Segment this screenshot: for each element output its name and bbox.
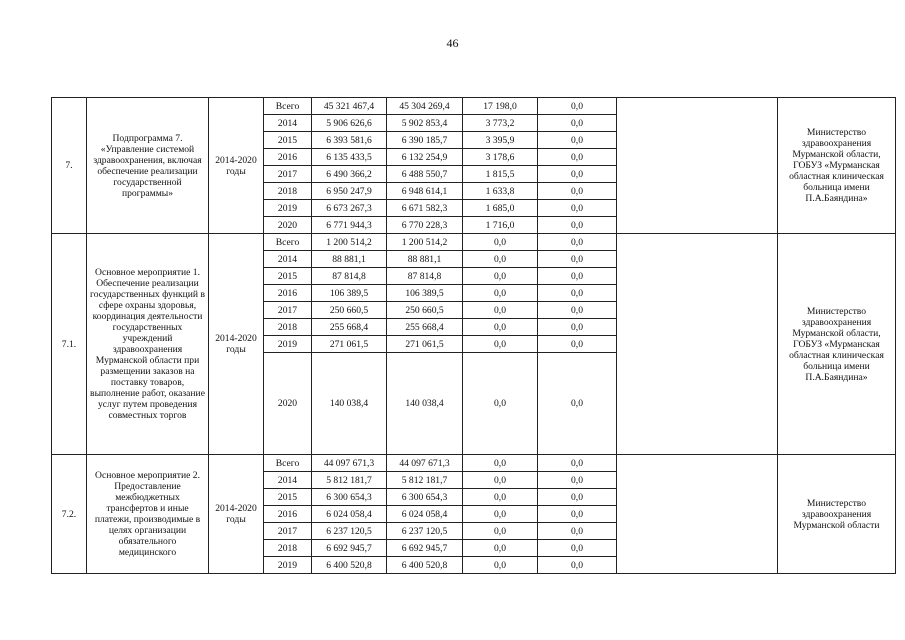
empty-cell bbox=[617, 98, 778, 234]
year-cell: 2015 bbox=[264, 132, 312, 149]
table-row bbox=[52, 234, 896, 251]
year-cell: Всего bbox=[264, 455, 312, 472]
amount-federal: 0,0 bbox=[463, 557, 538, 574]
amount-total: 6 300 654,3 bbox=[312, 489, 387, 506]
program-table bbox=[51, 97, 896, 574]
year-cell: 2020 bbox=[264, 353, 312, 455]
year-cell: 2015 bbox=[264, 489, 312, 506]
amount-regional: 6 488 550,7 bbox=[387, 166, 463, 183]
year-cell: 2018 bbox=[264, 319, 312, 336]
amount-total: 44 097 671,3 bbox=[312, 455, 387, 472]
amount-other: 0,0 bbox=[538, 489, 617, 506]
amount-federal: 1 633,8 bbox=[463, 183, 538, 200]
year-cell: 2016 bbox=[264, 285, 312, 302]
year-cell: 2014 bbox=[264, 472, 312, 489]
year-cell: 2017 bbox=[264, 166, 312, 183]
period: 2014-2020 годы bbox=[209, 98, 264, 234]
table-body bbox=[52, 98, 896, 574]
year-cell: 2017 bbox=[264, 523, 312, 540]
amount-federal: 0,0 bbox=[463, 336, 538, 353]
year-cell: 2015 bbox=[264, 268, 312, 285]
amount-other: 0,0 bbox=[538, 217, 617, 234]
year-cell: 2019 bbox=[264, 200, 312, 217]
page-number: 46 bbox=[446, 36, 459, 50]
amount-total: 6 135 433,5 bbox=[312, 149, 387, 166]
amount-federal: 1 716,0 bbox=[463, 217, 538, 234]
amount-regional: 6 390 185,7 bbox=[387, 132, 463, 149]
amount-federal: 1 815,5 bbox=[463, 166, 538, 183]
amount-other: 0,0 bbox=[538, 455, 617, 472]
row-number: 7.2. bbox=[52, 455, 87, 574]
amount-total: 6 400 520,8 bbox=[312, 557, 387, 574]
amount-total: 6 393 581,6 bbox=[312, 132, 387, 149]
amount-total: 6 673 267,3 bbox=[312, 200, 387, 217]
amount-other: 0,0 bbox=[538, 506, 617, 523]
amount-federal: 0,0 bbox=[463, 489, 538, 506]
year-cell: 2018 bbox=[264, 540, 312, 557]
year-cell: 2019 bbox=[264, 557, 312, 574]
amount-other: 0,0 bbox=[538, 115, 617, 132]
amount-other: 0,0 bbox=[538, 268, 617, 285]
amount-total: 6 024 058,4 bbox=[312, 506, 387, 523]
amount-federal: 0,0 bbox=[463, 540, 538, 557]
activity-name: Основное мероприятие 1. Обеспечение реализации государственных функций в сфере охраны здоровья, координация деятельности государственных учреждений здравоохранения Мурманской области при размещении заказов на поставку товаров, выполнение работ, оказание услуг путем проведения совместных торгов bbox=[87, 234, 209, 455]
amount-other: 0,0 bbox=[538, 183, 617, 200]
amount-total: 88 881,1 bbox=[312, 251, 387, 268]
amount-regional: 106 389,5 bbox=[387, 285, 463, 302]
amount-regional: 6 671 582,3 bbox=[387, 200, 463, 217]
amount-total: 6 692 945,7 bbox=[312, 540, 387, 557]
amount-regional: 6 024 058,4 bbox=[387, 506, 463, 523]
amount-federal: 0,0 bbox=[463, 234, 538, 251]
amount-total: 106 389,5 bbox=[312, 285, 387, 302]
amount-other: 0,0 bbox=[538, 285, 617, 302]
amount-federal: 3 178,6 bbox=[463, 149, 538, 166]
amount-other: 0,0 bbox=[538, 557, 617, 574]
year-cell: 2014 bbox=[264, 115, 312, 132]
row-number: 7. bbox=[52, 98, 87, 234]
amount-regional: 45 304 269,4 bbox=[387, 98, 463, 115]
year-cell: 2016 bbox=[264, 506, 312, 523]
amount-federal: 0,0 bbox=[463, 472, 538, 489]
table-row bbox=[52, 98, 896, 115]
amount-regional: 44 097 671,3 bbox=[387, 455, 463, 472]
year-cell: 2017 bbox=[264, 302, 312, 319]
period: 2014-2020 годы bbox=[209, 455, 264, 574]
year-cell: 2016 bbox=[264, 149, 312, 166]
amount-total: 6 237 120,5 bbox=[312, 523, 387, 540]
amount-regional: 5 812 181,7 bbox=[387, 472, 463, 489]
amount-other: 0,0 bbox=[538, 149, 617, 166]
amount-other: 0,0 bbox=[538, 319, 617, 336]
amount-federal: 0,0 bbox=[463, 251, 538, 268]
amount-federal: 3 395,9 bbox=[463, 132, 538, 149]
amount-other: 0,0 bbox=[538, 540, 617, 557]
empty-cell bbox=[617, 234, 778, 455]
amount-other: 0,0 bbox=[538, 523, 617, 540]
amount-other: 0,0 bbox=[538, 251, 617, 268]
amount-federal: 1 685,0 bbox=[463, 200, 538, 217]
executor: Министерство здравоохранения Мурманской области bbox=[778, 455, 896, 574]
row-number: 7.1. bbox=[52, 234, 87, 455]
amount-other: 0,0 bbox=[538, 353, 617, 455]
empty-cell bbox=[617, 455, 778, 574]
amount-federal: 0,0 bbox=[463, 268, 538, 285]
amount-total: 5 906 626,6 bbox=[312, 115, 387, 132]
amount-regional: 6 400 520,8 bbox=[387, 557, 463, 574]
amount-federal: 17 198,0 bbox=[463, 98, 538, 115]
amount-other: 0,0 bbox=[538, 234, 617, 251]
period: 2014-2020 годы bbox=[209, 234, 264, 455]
amount-regional: 6 770 228,3 bbox=[387, 217, 463, 234]
amount-total: 6 950 247,9 bbox=[312, 183, 387, 200]
amount-other: 0,0 bbox=[538, 166, 617, 183]
amount-federal: 0,0 bbox=[463, 285, 538, 302]
year-cell: Всего bbox=[264, 98, 312, 115]
amount-total: 87 814,8 bbox=[312, 268, 387, 285]
amount-regional: 1 200 514,2 bbox=[387, 234, 463, 251]
year-cell: 2020 bbox=[264, 217, 312, 234]
amount-regional: 6 132 254,9 bbox=[387, 149, 463, 166]
amount-other: 0,0 bbox=[538, 98, 617, 115]
executor: Министерство здравоохранения Мурманской области, ГОБУЗ «Мурманская областная клиническая больница имени П.А.Баяндина» bbox=[778, 98, 896, 234]
amount-regional: 250 660,5 bbox=[387, 302, 463, 319]
amount-regional: 6 948 614,1 bbox=[387, 183, 463, 200]
amount-total: 250 660,5 bbox=[312, 302, 387, 319]
year-cell: 2014 bbox=[264, 251, 312, 268]
amount-federal: 0,0 bbox=[463, 353, 538, 455]
executor: Министерство здравоохранения Мурманской области, ГОБУЗ «Мурманская областная клиническая больница имени П.А.Баяндина» bbox=[778, 234, 896, 455]
amount-federal: 0,0 bbox=[463, 523, 538, 540]
activity-name: Основное мероприятие 2. Предоставление межбюджетных трансфертов и иные платежи, производимые в целях организации обязательного медицинского bbox=[87, 455, 209, 574]
amount-regional: 6 692 945,7 bbox=[387, 540, 463, 557]
amount-regional: 87 814,8 bbox=[387, 268, 463, 285]
amount-total: 6 771 944,3 bbox=[312, 217, 387, 234]
amount-other: 0,0 bbox=[538, 302, 617, 319]
amount-total: 140 038,4 bbox=[312, 353, 387, 455]
amount-regional: 140 038,4 bbox=[387, 353, 463, 455]
amount-federal: 0,0 bbox=[463, 319, 538, 336]
year-cell: 2018 bbox=[264, 183, 312, 200]
amount-other: 0,0 bbox=[538, 472, 617, 489]
amount-total: 5 812 181,7 bbox=[312, 472, 387, 489]
amount-federal: 0,0 bbox=[463, 455, 538, 472]
year-cell: 2019 bbox=[264, 336, 312, 353]
amount-regional: 6 300 654,3 bbox=[387, 489, 463, 506]
amount-total: 45 321 467,4 bbox=[312, 98, 387, 115]
amount-regional: 6 237 120,5 bbox=[387, 523, 463, 540]
table-row bbox=[52, 455, 896, 472]
amount-regional: 255 668,4 bbox=[387, 319, 463, 336]
amount-federal: 0,0 bbox=[463, 506, 538, 523]
year-cell: Всего bbox=[264, 234, 312, 251]
amount-regional: 5 902 853,4 bbox=[387, 115, 463, 132]
amount-other: 0,0 bbox=[538, 132, 617, 149]
amount-other: 0,0 bbox=[538, 200, 617, 217]
amount-regional: 88 881,1 bbox=[387, 251, 463, 268]
amount-total: 271 061,5 bbox=[312, 336, 387, 353]
amount-total: 6 490 366,2 bbox=[312, 166, 387, 183]
amount-federal: 3 773,2 bbox=[463, 115, 538, 132]
amount-regional: 271 061,5 bbox=[387, 336, 463, 353]
amount-federal: 0,0 bbox=[463, 302, 538, 319]
amount-total: 255 668,4 bbox=[312, 319, 387, 336]
amount-total: 1 200 514,2 bbox=[312, 234, 387, 251]
amount-other: 0,0 bbox=[538, 336, 617, 353]
activity-name: Подпрограмма 7. «Управление системой здравоохранения, включая обеспечение реализации государственной программы» bbox=[87, 98, 209, 234]
